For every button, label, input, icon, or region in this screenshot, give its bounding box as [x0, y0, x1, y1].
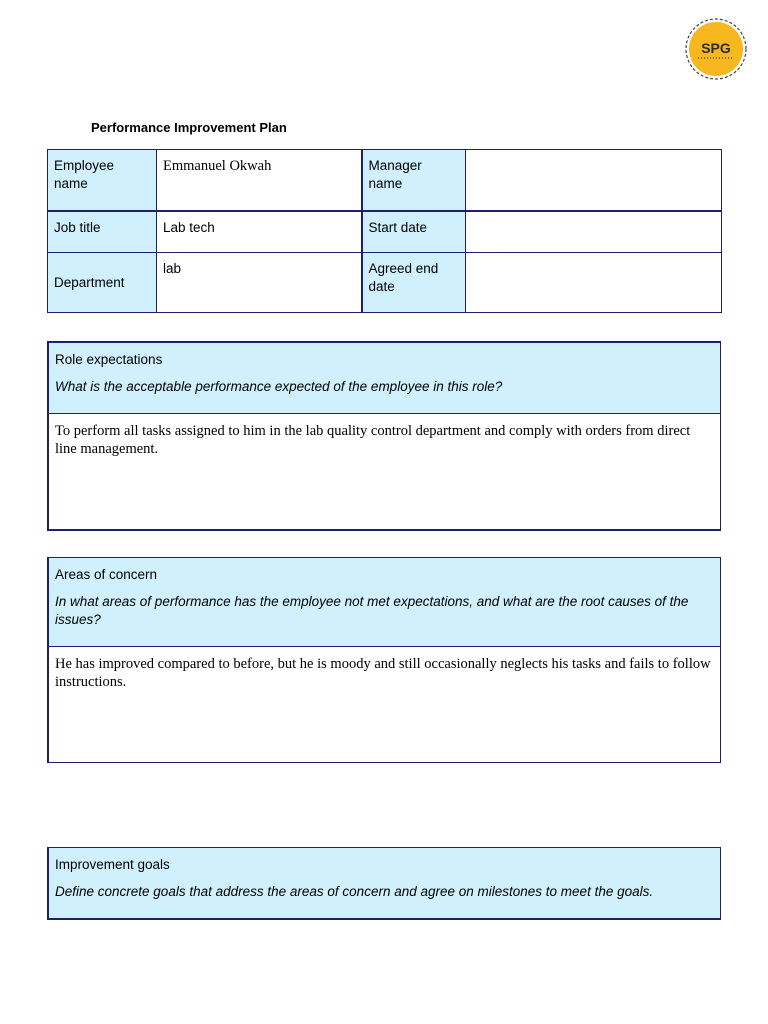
role-expectations-section	[47, 341, 721, 531]
job-title-value[interactable]: Lab tech	[157, 211, 362, 253]
areas-of-concern-section	[47, 557, 721, 763]
start-date-label: Start date	[362, 211, 466, 253]
role-expectations-question: What is the acceptable performance expected of the employee in this role?	[55, 379, 503, 394]
improvement-goals-label: Improvement goals	[55, 857, 170, 872]
improvement-goals-header	[49, 848, 720, 918]
agreed-end-date-label: Agreed end date	[362, 253, 466, 313]
employee-info-table	[47, 149, 722, 313]
company-logo	[684, 16, 748, 82]
logo-text: SPG	[701, 40, 731, 56]
improvement-goals-section	[47, 847, 721, 920]
role-expectations-label: Role expectations	[55, 352, 163, 367]
employee-name-value[interactable]: Emmanuel Okwah	[157, 150, 362, 211]
start-date-value[interactable]	[466, 211, 722, 253]
improvement-goals-question: Define concrete goals that address the areas of concern and agree on milestones to meet the goals.	[55, 884, 654, 899]
agreed-end-date-value[interactable]	[466, 253, 722, 313]
department-label: Department	[48, 253, 157, 313]
areas-of-concern-answer[interactable]: He has improved compared to before, but he is moody and still occasionally neglects his tasks and fails to follow instructions.	[49, 646, 720, 762]
job-title-label: Job title	[48, 211, 157, 253]
role-expectations-header	[49, 343, 720, 413]
areas-of-concern-label: Areas of concern	[55, 567, 158, 582]
department-value[interactable]: lab	[157, 253, 362, 313]
areas-of-concern-question: In what areas of performance has the employee not met expectations, and what are the root causes of the issues?	[55, 594, 689, 627]
employee-name-label: Employee name	[48, 150, 157, 211]
page-title: Performance Improvement Plan	[91, 120, 287, 135]
role-expectations-answer[interactable]: To perform all tasks assigned to him in the lab quality control department and comply with orders from direct line management.	[49, 413, 720, 529]
manager-name-value[interactable]	[466, 150, 722, 211]
areas-of-concern-header	[49, 558, 720, 646]
manager-name-label: Manager name	[362, 150, 466, 211]
